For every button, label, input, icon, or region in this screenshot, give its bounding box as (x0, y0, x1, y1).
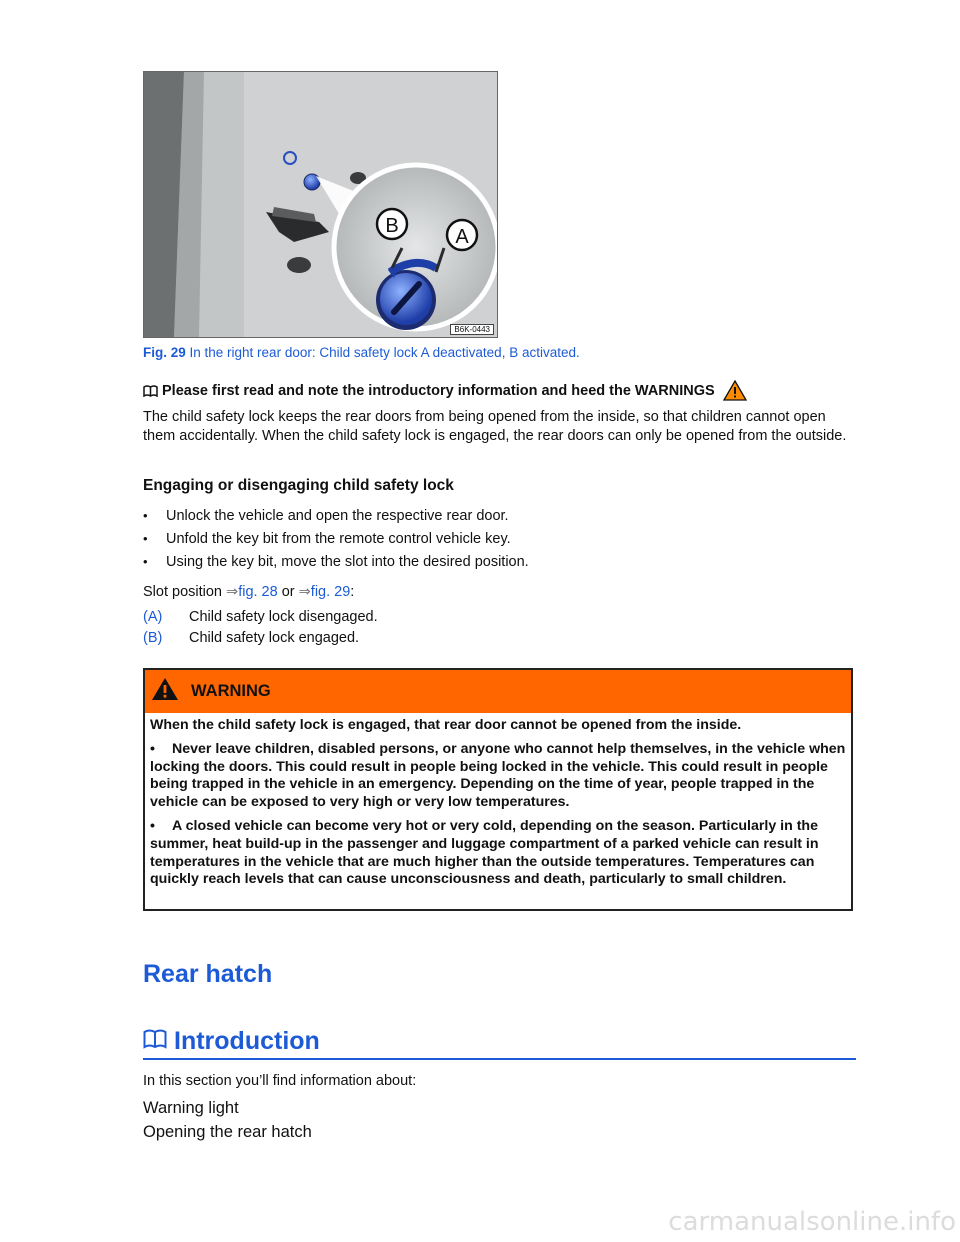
arrow-icon: ⇒ (298, 584, 311, 600)
figure-number: Fig. 29 (143, 345, 186, 360)
bullet-icon: • (150, 740, 155, 757)
introduction-header (143, 1024, 856, 1060)
warning-triangle-icon[interactable] (723, 380, 747, 401)
warning-title: WARNING (191, 682, 271, 700)
book-icon (143, 385, 158, 397)
topic-opening-rear-hatch[interactable]: Opening the rear hatch (143, 1123, 312, 1141)
subheading: Engaging or disengaging child safety lock (143, 477, 454, 494)
warning-body (145, 713, 851, 889)
steps-list (143, 504, 529, 573)
door-illustration (144, 72, 497, 337)
watermark: carmanualsonline.info (668, 1207, 956, 1237)
section-title: Rear hatch (143, 960, 273, 988)
warning-item (150, 818, 846, 889)
book-icon (143, 1029, 167, 1054)
slot-position-suffix: : (350, 584, 355, 600)
list-item (143, 527, 529, 550)
topic-warning-light[interactable]: Warning light (143, 1099, 239, 1117)
fig-29-link[interactable]: fig. 29 (310, 584, 351, 600)
figure-child-safety-lock (143, 71, 498, 338)
bullet-icon: • (150, 817, 155, 834)
list-item-text: Unfold the key bit from the remote control vehicle key. (166, 530, 511, 547)
warning-lead: When the child safety lock is engaged, that rear door cannot be opened from the inside. (150, 717, 742, 733)
fig-28-link[interactable]: fig. 28 (238, 584, 278, 600)
definition-text: Child safety lock disengaged. (189, 608, 378, 625)
list-item-text: Unlock the vehicle and open the respective rear door. (166, 507, 509, 524)
warning-box (143, 668, 853, 911)
callout-a-label: A (455, 226, 469, 248)
bullet-icon: • (143, 531, 148, 546)
intro-paragraph: The child safety lock keeps the rear doors from being opened from the inside, so that children cannot open them accidentally. When the child safety lock is engaged, the rear doors can only be opened from the outside. (143, 409, 847, 444)
read-note-text: Please first read and note the introductory information and heed the WARNINGS (162, 382, 715, 399)
introduction-text: In this section you’ll find information about: (143, 1073, 417, 1089)
introduction-title: Introduction (174, 1026, 320, 1055)
read-note (143, 380, 747, 401)
warning-item-text: A closed vehicle can become very hot or very cold, depending on the season. Particularly in the summer, heat build-up in the passenger and luggage compartment of a parked vehicle can result in temperatures in the vehicle that are much higher than the outside temperatures. Temperatures can quickly reach levels that can cause unconsciousness and death, particularly to small children. (150, 817, 819, 888)
bullet-icon: • (143, 508, 148, 523)
figure-caption (143, 345, 580, 360)
warning-item (150, 741, 846, 812)
slot-position-middle: or (277, 584, 299, 600)
definition-list (143, 606, 378, 648)
definition-row (143, 606, 378, 627)
list-item (143, 504, 529, 527)
definition-row (143, 627, 378, 648)
definition-text: Child safety lock engaged. (189, 629, 360, 646)
bullet-icon: • (143, 554, 148, 569)
warning-triangle-icon (151, 677, 179, 706)
figure-code: B6K-0443 (450, 324, 494, 335)
figure-caption-text: In the right rear door: Child safety lock A deactivated, B activated. (185, 345, 580, 360)
definition-key: (B) (143, 629, 163, 646)
warning-header (145, 670, 851, 713)
list-item (143, 550, 529, 573)
warning-item-text: Never leave children, disabled persons, or anyone who cannot help themselves, in the vehicle when locking the doors. This could result in people being locked in the vehicle. This could result in people being trapped in the vehicle in an emergency. Depending on the time of year, people trapped in the vehicle can be exposed to very high or very low temperatures. (150, 740, 846, 811)
slot-position-prefix: Slot position (143, 584, 227, 600)
list-item-text: Using the key bit, move the slot into the desired position. (166, 553, 529, 570)
slot-position-line (143, 584, 354, 600)
arrow-icon: ⇒ (226, 584, 239, 600)
definition-key: (A) (143, 608, 163, 625)
callout-b-label: B (385, 215, 399, 237)
